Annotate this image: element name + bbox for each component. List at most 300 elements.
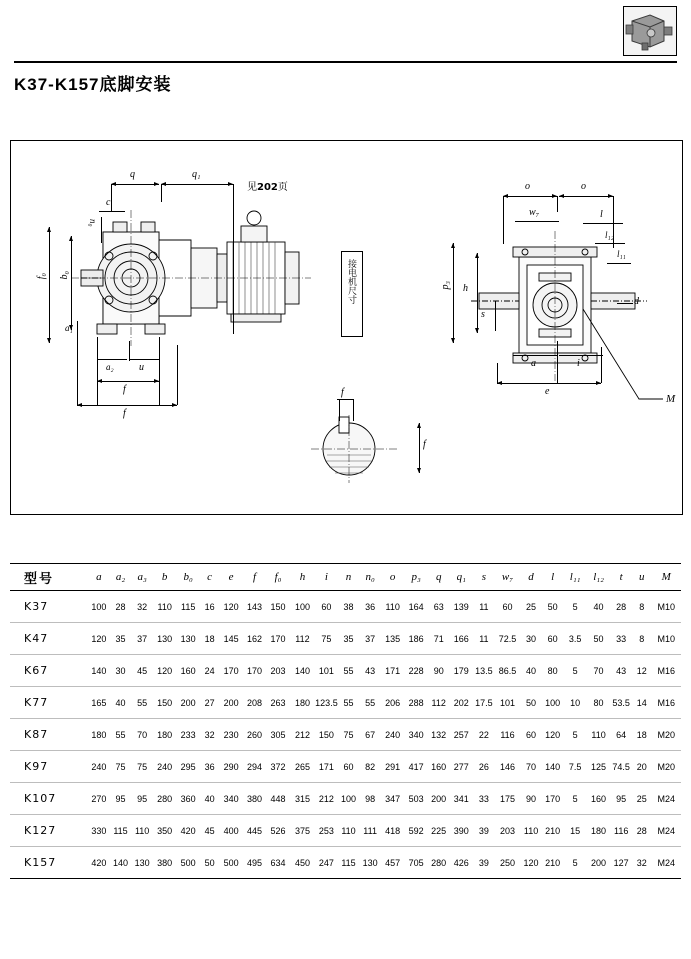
table-row	[10, 783, 681, 815]
dim-label-l: l	[600, 209, 603, 220]
table-cell-model: K97	[10, 751, 88, 783]
table-cell: 39	[473, 847, 495, 879]
table-row	[10, 719, 681, 751]
dim-label-f0: f₀	[36, 273, 47, 280]
note-motor-dimensions: 接电机尺寸	[346, 259, 356, 304]
dim-arrow	[417, 423, 421, 428]
table-cell: 160	[428, 751, 450, 783]
dim-line-f0	[49, 227, 50, 343]
table-cell: 120	[520, 847, 542, 879]
table-cell: 90	[428, 655, 450, 687]
table-cell: 206	[381, 687, 404, 719]
table-cell: 140	[88, 655, 110, 687]
leader-line-m	[571, 291, 691, 431]
table-cell: 145	[219, 623, 242, 655]
table-cell: 64	[610, 719, 632, 751]
table-cell: 417	[404, 751, 427, 783]
table-cell: 203	[495, 815, 521, 847]
table-cell: 277	[450, 751, 473, 783]
dim-line-h	[477, 253, 478, 333]
table-cell: 445	[243, 815, 266, 847]
dim-arrow	[559, 194, 564, 198]
ext-line	[613, 196, 614, 248]
dim-label-u: f	[341, 387, 344, 398]
table-cell: 380	[153, 847, 176, 879]
table-cell: 132	[428, 719, 450, 751]
table-cell: 20	[632, 751, 651, 783]
table-cell: 22	[473, 719, 495, 751]
table-row	[10, 815, 681, 847]
table-cell: 143	[243, 591, 266, 623]
table-cell: 82	[359, 751, 381, 783]
table-cell: 112	[290, 623, 315, 655]
col-header-m: M	[651, 564, 681, 591]
table-cell: 75	[338, 719, 360, 751]
table-cell: 340	[219, 783, 242, 815]
dim-label-b0: b₀	[59, 271, 70, 280]
col-header-l12: l₁₂	[587, 564, 610, 591]
table-header-row	[10, 564, 681, 591]
table-cell: 5	[563, 783, 586, 815]
table-cell: 55	[359, 687, 381, 719]
table-row	[10, 655, 681, 687]
table-cell: 125	[587, 751, 610, 783]
table-cell: 340	[404, 719, 427, 751]
col-header-w7: w₇	[495, 564, 521, 591]
table-cell: 305	[266, 719, 289, 751]
gearbox-illustration-icon	[624, 7, 674, 53]
table-cell: 164	[404, 591, 427, 623]
table-cell: 98	[359, 783, 381, 815]
ext-line	[503, 196, 504, 244]
table-cell: 14	[632, 687, 651, 719]
table-cell: 146	[495, 751, 521, 783]
table-cell: 350	[153, 815, 176, 847]
header-divider	[14, 61, 677, 63]
technical-drawing-panel	[10, 140, 683, 515]
table-cell: 495	[243, 847, 266, 879]
table-cell: 70	[131, 719, 153, 751]
col-header-p3: p₃	[404, 564, 427, 591]
table-cell: 420	[176, 815, 199, 847]
table-cell: 400	[219, 815, 242, 847]
table-cell: M24	[651, 783, 681, 815]
table-cell: 127	[610, 847, 632, 879]
table-cell: 18	[632, 719, 651, 751]
table-cell: 112	[428, 687, 450, 719]
col-header-f: f	[243, 564, 266, 591]
table-cell: 180	[587, 815, 610, 847]
dim-arrow	[47, 338, 51, 343]
table-row	[10, 687, 681, 719]
col-header-q: q	[428, 564, 450, 591]
table-cell: 116	[610, 815, 632, 847]
table-cell: 360	[176, 783, 199, 815]
dim-label-n: u	[139, 362, 144, 373]
dim-label-p3: p₃	[440, 281, 451, 290]
table-cell: 111	[359, 815, 381, 847]
table-cell: 280	[428, 847, 450, 879]
table-cell: 120	[153, 655, 176, 687]
table-cell: 170	[542, 783, 564, 815]
table-cell: 263	[266, 687, 289, 719]
table-cell: 110	[520, 815, 542, 847]
table-cell: 165	[88, 687, 110, 719]
table-cell: 110	[131, 815, 153, 847]
table-cell: 110	[587, 719, 610, 751]
table-cell: 115	[176, 591, 199, 623]
table-cell: M16	[651, 655, 681, 687]
dim-arrow	[417, 468, 421, 473]
dim-label-c: c	[106, 197, 111, 208]
dim-line-w7	[515, 221, 559, 222]
dim-label-a3: a₂	[106, 362, 114, 372]
table-cell: 130	[359, 847, 381, 879]
col-header-c: c	[200, 564, 219, 591]
dim-line-a1	[77, 321, 78, 343]
table-cell: 500	[219, 847, 242, 879]
table-cell: 390	[450, 815, 473, 847]
table-cell: 60	[495, 591, 521, 623]
ext-line	[353, 399, 354, 421]
dim-arrow	[451, 243, 455, 248]
table-cell: 74.5	[610, 751, 632, 783]
table-cell: 115	[338, 847, 360, 879]
table-cell: 15	[563, 815, 586, 847]
table-cell: 315	[290, 783, 315, 815]
dim-label-m: M	[666, 393, 676, 405]
table-cell: 55	[110, 719, 132, 751]
dim-label-w7: w₇	[529, 207, 540, 218]
table-cell: 13.5	[473, 655, 495, 687]
table-cell: 60	[542, 623, 564, 655]
table-cell: 171	[381, 655, 404, 687]
dim-line-b0	[71, 236, 72, 330]
col-header-i: i	[315, 564, 338, 591]
table-cell: M24	[651, 815, 681, 847]
table-cell: 130	[176, 623, 199, 655]
ext-line	[233, 184, 234, 334]
table-cell: 225	[428, 815, 450, 847]
table-cell: 5	[563, 591, 586, 623]
table-cell: 43	[610, 655, 632, 687]
table-cell: 8	[632, 623, 651, 655]
ext-line	[159, 337, 160, 405]
table-cell: 90	[520, 783, 542, 815]
dim-arrow	[47, 227, 51, 232]
table-cell: 70	[587, 655, 610, 687]
dim-line-o-right	[559, 196, 613, 197]
table-cell: 250	[495, 847, 521, 879]
gearbox-thumbnail-icon	[623, 6, 677, 56]
dim-label-n0: n₀	[88, 219, 98, 227]
table-cell: 70	[520, 751, 542, 783]
table-cell: 347	[381, 783, 404, 815]
table-cell: 95	[110, 783, 132, 815]
table-cell: 37	[359, 623, 381, 655]
dim-line-s	[495, 301, 496, 331]
dimension-table	[10, 563, 681, 879]
table-cell: 10	[563, 687, 586, 719]
table-cell: 140	[290, 655, 315, 687]
table-cell: 5	[563, 655, 586, 687]
table-cell-model: K157	[10, 847, 88, 879]
table-cell: 233	[176, 719, 199, 751]
ext-line	[77, 343, 78, 405]
table-cell: 330	[88, 815, 110, 847]
col-header-q1: q₁	[450, 564, 473, 591]
col-header-n0: n₀	[359, 564, 381, 591]
col-header-o: o	[381, 564, 404, 591]
dim-label-q1: q₁	[192, 169, 201, 180]
table-cell: 24	[200, 655, 219, 687]
table-cell: M20	[651, 719, 681, 751]
table-cell-model: K37	[10, 591, 88, 623]
table-cell: 150	[266, 591, 289, 623]
dim-arrow	[154, 182, 159, 186]
table-cell: 120	[542, 719, 564, 751]
table-cell-model: K47	[10, 623, 88, 655]
dim-label-e: e	[545, 386, 550, 397]
table-cell: 18	[200, 623, 219, 655]
table-cell: 8	[632, 591, 651, 623]
table-cell: 110	[153, 591, 176, 623]
table-cell: 71	[428, 623, 450, 655]
table-cell: 200	[176, 687, 199, 719]
table-cell: 380	[243, 783, 266, 815]
table-cell: 60	[520, 719, 542, 751]
table-cell: 179	[450, 655, 473, 687]
table-cell: 120	[88, 623, 110, 655]
table-cell: 25	[632, 783, 651, 815]
table-cell: 240	[153, 751, 176, 783]
table-row	[10, 591, 681, 623]
table-cell: 25	[520, 591, 542, 623]
table-cell: 265	[290, 751, 315, 783]
table-cell: 375	[290, 815, 315, 847]
table-cell: M16	[651, 687, 681, 719]
table-cell: 150	[315, 719, 338, 751]
table-cell: 135	[381, 623, 404, 655]
table-cell: M10	[651, 591, 681, 623]
table-cell: 80	[587, 687, 610, 719]
table-cell: 43	[359, 655, 381, 687]
table-cell: 170	[266, 623, 289, 655]
table-cell: 28	[610, 591, 632, 623]
table-cell: 50	[520, 687, 542, 719]
table-cell: 45	[200, 815, 219, 847]
col-header-d: d	[520, 564, 542, 591]
spec-table	[10, 563, 681, 879]
dim-line-a	[513, 355, 557, 356]
dim-line-a3	[97, 359, 127, 360]
col-header-b0: b₀	[176, 564, 199, 591]
table-cell: 212	[290, 719, 315, 751]
table-cell: 100	[88, 591, 110, 623]
table-cell: 212	[315, 783, 338, 815]
col-header-a: a	[88, 564, 110, 591]
dim-line-f	[77, 405, 177, 406]
col-header-f0: f₀	[266, 564, 289, 591]
table-cell: 200	[219, 687, 242, 719]
table-cell: 634	[266, 847, 289, 879]
table-cell: 60	[338, 751, 360, 783]
table-cell: 210	[542, 815, 564, 847]
table-cell: 280	[153, 783, 176, 815]
table-cell: 75	[131, 751, 153, 783]
table-cell: 180	[153, 719, 176, 751]
table-cell: 240	[88, 751, 110, 783]
table-cell-model: K67	[10, 655, 88, 687]
table-cell: 39	[473, 815, 495, 847]
table-cell: 5	[563, 719, 586, 751]
table-cell: 28	[632, 815, 651, 847]
page-title: K37-K157底脚安装	[14, 75, 172, 94]
table-cell: 36	[359, 591, 381, 623]
dim-label-i: i	[577, 358, 580, 369]
table-cell: 123.5	[315, 687, 338, 719]
table-cell: 60	[315, 591, 338, 623]
table-cell: 116	[495, 719, 521, 751]
table-cell: 110	[338, 815, 360, 847]
table-cell: 150	[153, 687, 176, 719]
table-cell: 26	[473, 751, 495, 783]
ext-line	[497, 363, 498, 383]
table-cell: 228	[404, 655, 427, 687]
table-cell: 130	[131, 847, 153, 879]
table-cell: 110	[381, 591, 404, 623]
table-body	[10, 591, 681, 879]
table-cell: 341	[450, 783, 473, 815]
table-cell: 295	[176, 751, 199, 783]
col-header-a3: a₃	[131, 564, 153, 591]
table-cell: 28	[110, 591, 132, 623]
dim-arrow	[475, 253, 479, 258]
table-cell: 75	[315, 623, 338, 655]
table-cell: 33	[610, 623, 632, 655]
table-cell: 257	[450, 719, 473, 751]
table-cell-model: K127	[10, 815, 88, 847]
table-cell: 53.5	[610, 687, 632, 719]
table-cell: 30	[520, 623, 542, 655]
dim-line-f-shaft	[419, 423, 420, 473]
table-cell: 86.5	[495, 655, 521, 687]
shaft-keyway-detail-drawing	[301, 409, 451, 499]
table-row	[10, 623, 681, 655]
table-cell: 210	[542, 847, 564, 879]
table-cell: 80	[542, 655, 564, 687]
table-cell: 247	[315, 847, 338, 879]
table-cell: 36	[200, 751, 219, 783]
table-cell: 50	[542, 591, 564, 623]
table-cell: 171	[315, 751, 338, 783]
table-cell: M24	[651, 847, 681, 879]
dim-label-f2: f	[423, 439, 426, 450]
table-cell: 32	[131, 591, 153, 623]
table-cell: 40	[200, 783, 219, 815]
table-cell: 50	[587, 623, 610, 655]
table-cell-model: K77	[10, 687, 88, 719]
table-cell: 45	[131, 655, 153, 687]
table-cell: 63	[428, 591, 450, 623]
table-row	[10, 751, 681, 783]
table-cell: 40	[587, 591, 610, 623]
col-header-e: e	[219, 564, 242, 591]
table-cell: 11	[473, 591, 495, 623]
table-cell: 200	[587, 847, 610, 879]
dim-line-l12	[595, 243, 625, 244]
table-cell: 291	[381, 751, 404, 783]
note-see-page: 见202页	[247, 182, 288, 193]
table-cell: 7.5	[563, 751, 586, 783]
table-cell: 3.5	[563, 623, 586, 655]
table-cell: 418	[381, 815, 404, 847]
table-cell: 457	[381, 847, 404, 879]
table-cell: 16	[200, 591, 219, 623]
table-cell: 32	[632, 847, 651, 879]
col-header-model: 型号	[10, 564, 88, 591]
col-header-l: l	[542, 564, 564, 591]
table-cell: 100	[290, 591, 315, 623]
col-header-n: n	[338, 564, 360, 591]
table-cell: 35	[110, 623, 132, 655]
table-cell-model: K107	[10, 783, 88, 815]
table-cell: 420	[88, 847, 110, 879]
dim-line-l	[583, 223, 623, 224]
table-cell: 33	[473, 783, 495, 815]
table-cell: 40	[520, 655, 542, 687]
dim-label-a: a	[531, 358, 536, 369]
dim-line-q	[111, 184, 159, 185]
dim-line-p3	[453, 243, 454, 343]
dim-label-d: d	[634, 296, 639, 307]
ext-line	[161, 184, 162, 202]
table-cell: 208	[243, 687, 266, 719]
ext-line	[129, 341, 130, 361]
table-cell: 160	[176, 655, 199, 687]
table-cell: 372	[266, 751, 289, 783]
table-cell: 35	[338, 623, 360, 655]
table-cell: 288	[404, 687, 427, 719]
table-cell: 50	[200, 847, 219, 879]
table-cell: M10	[651, 623, 681, 655]
table-cell: 503	[404, 783, 427, 815]
dim-label-h: h	[463, 283, 468, 294]
col-header-a2: a₂	[110, 564, 132, 591]
table-cell: 139	[450, 591, 473, 623]
dim-label-s: s	[481, 309, 485, 320]
dim-line-n	[129, 359, 159, 360]
table-cell: 170	[243, 655, 266, 687]
table-cell: 27	[200, 687, 219, 719]
table-cell: 200	[428, 783, 450, 815]
ext-line	[557, 341, 558, 383]
table-cell: 160	[587, 783, 610, 815]
table-cell: 526	[266, 815, 289, 847]
table-cell: 140	[110, 847, 132, 879]
table-cell: 186	[404, 623, 427, 655]
table-cell: 75	[110, 751, 132, 783]
ext-line	[177, 345, 178, 405]
table-cell: 240	[381, 719, 404, 751]
dim-arrow	[69, 236, 73, 241]
table-cell: 180	[88, 719, 110, 751]
table-cell: 95	[610, 783, 632, 815]
col-header-h: h	[290, 564, 315, 591]
table-cell: 290	[219, 751, 242, 783]
table-cell: 253	[315, 815, 338, 847]
dim-label-q: q	[130, 169, 135, 180]
